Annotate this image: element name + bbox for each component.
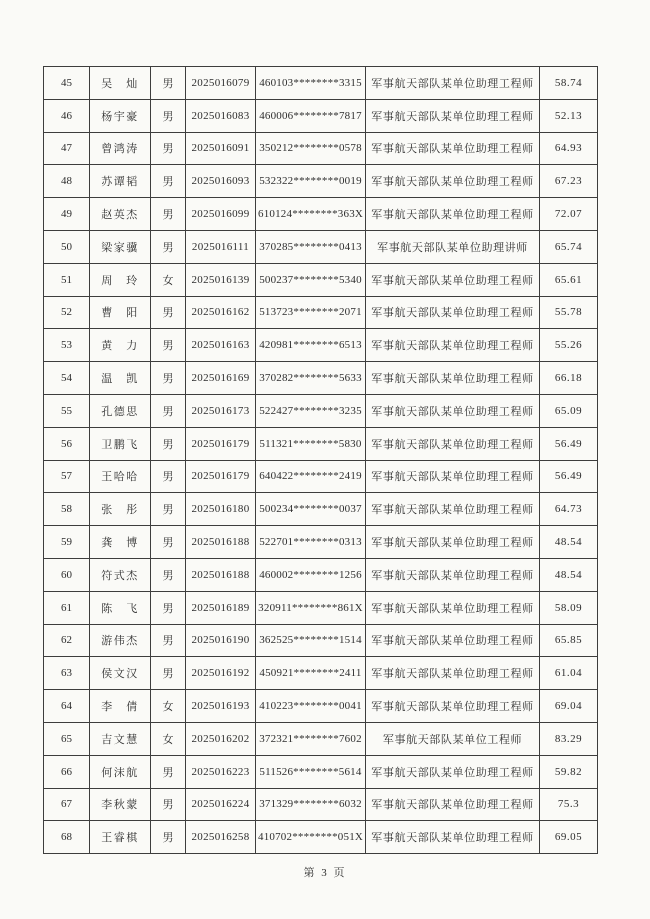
cell-score: 59.82 [540, 755, 598, 788]
cell-exam-number: 2025016111 [186, 230, 256, 263]
cell-exam-number: 2025016179 [186, 427, 256, 460]
cell-position-title: 军事航天部队某单位助理工程师 [366, 296, 540, 329]
candidate-results-table [43, 66, 598, 854]
cell-exam-number: 2025016163 [186, 329, 256, 362]
cell-exam-number: 2025016091 [186, 132, 256, 165]
cell-row-number: 54 [44, 362, 90, 395]
cell-gender: 男 [151, 493, 186, 526]
cell-id-number: 500237********5340 [256, 263, 366, 296]
cell-score: 64.93 [540, 132, 598, 165]
cell-exam-number: 2025016193 [186, 690, 256, 723]
cell-row-number: 49 [44, 198, 90, 231]
table-row [44, 821, 598, 854]
cell-gender: 男 [151, 755, 186, 788]
cell-position-title: 军事航天部队某单位助理讲师 [366, 230, 540, 263]
cell-exam-number: 2025016079 [186, 67, 256, 100]
cell-id-number: 372321********7602 [256, 722, 366, 755]
cell-row-number: 60 [44, 558, 90, 591]
cell-score: 66.18 [540, 362, 598, 395]
cell-gender: 男 [151, 99, 186, 132]
results-table-container [43, 66, 598, 854]
table-row [44, 690, 598, 723]
cell-id-number: 370282********5633 [256, 362, 366, 395]
cell-id-number: 371329********6032 [256, 788, 366, 821]
cell-gender: 女 [151, 722, 186, 755]
cell-name: 赵英杰 [90, 198, 151, 231]
cell-row-number: 53 [44, 329, 90, 362]
cell-row-number: 51 [44, 263, 90, 296]
cell-position-title: 军事航天部队某单位助理工程师 [366, 329, 540, 362]
cell-row-number: 55 [44, 394, 90, 427]
cell-score: 69.04 [540, 690, 598, 723]
cell-name: 曾鸿涛 [90, 132, 151, 165]
cell-row-number: 59 [44, 526, 90, 559]
cell-name: 张 彤 [90, 493, 151, 526]
cell-name: 梁家骥 [90, 230, 151, 263]
cell-exam-number: 2025016224 [186, 788, 256, 821]
cell-score: 56.49 [540, 460, 598, 493]
cell-gender: 男 [151, 788, 186, 821]
cell-id-number: 362525********1514 [256, 624, 366, 657]
cell-position-title: 军事航天部队某单位助理工程师 [366, 558, 540, 591]
cell-id-number: 522701********0313 [256, 526, 366, 559]
cell-exam-number: 2025016202 [186, 722, 256, 755]
cell-gender: 男 [151, 329, 186, 362]
cell-id-number: 610124********363X [256, 198, 366, 231]
cell-row-number: 50 [44, 230, 90, 263]
cell-row-number: 64 [44, 690, 90, 723]
table-row [44, 362, 598, 395]
table-row [44, 165, 598, 198]
cell-gender: 男 [151, 460, 186, 493]
cell-exam-number: 2025016099 [186, 198, 256, 231]
cell-name: 龚 博 [90, 526, 151, 559]
cell-exam-number: 2025016083 [186, 99, 256, 132]
cell-row-number: 46 [44, 99, 90, 132]
cell-row-number: 61 [44, 591, 90, 624]
cell-row-number: 48 [44, 165, 90, 198]
cell-gender: 男 [151, 362, 186, 395]
cell-row-number: 47 [44, 132, 90, 165]
cell-row-number: 65 [44, 722, 90, 755]
cell-id-number: 513723********2071 [256, 296, 366, 329]
cell-row-number: 56 [44, 427, 90, 460]
cell-score: 72.07 [540, 198, 598, 231]
cell-row-number: 45 [44, 67, 90, 100]
cell-id-number: 410223********0041 [256, 690, 366, 723]
table-row [44, 624, 598, 657]
cell-score: 69.05 [540, 821, 598, 854]
cell-id-number: 460103********3315 [256, 67, 366, 100]
cell-gender: 男 [151, 624, 186, 657]
table-row [44, 788, 598, 821]
cell-position-title: 军事航天部队某单位助理工程师 [366, 821, 540, 854]
table-row [44, 263, 598, 296]
cell-row-number: 62 [44, 624, 90, 657]
cell-id-number: 460002********1256 [256, 558, 366, 591]
cell-score: 65.85 [540, 624, 598, 657]
cell-gender: 男 [151, 427, 186, 460]
cell-id-number: 320911********861X [256, 591, 366, 624]
cell-score: 48.54 [540, 526, 598, 559]
cell-gender: 男 [151, 394, 186, 427]
table-row [44, 329, 598, 362]
cell-name: 陈 飞 [90, 591, 151, 624]
cell-position-title: 军事航天部队某单位助理工程师 [366, 198, 540, 231]
cell-row-number: 57 [44, 460, 90, 493]
table-row [44, 427, 598, 460]
cell-id-number: 370285********0413 [256, 230, 366, 263]
cell-gender: 男 [151, 657, 186, 690]
cell-score: 65.74 [540, 230, 598, 263]
cell-row-number: 66 [44, 755, 90, 788]
cell-gender: 男 [151, 821, 186, 854]
cell-position-title: 军事航天部队某单位助理工程师 [366, 165, 540, 198]
cell-score: 48.54 [540, 558, 598, 591]
cell-position-title: 军事航天部队某单位助理工程师 [366, 132, 540, 165]
cell-name: 杨宇豪 [90, 99, 151, 132]
table-row [44, 591, 598, 624]
cell-name: 周 玲 [90, 263, 151, 296]
cell-name: 卫鹏飞 [90, 427, 151, 460]
cell-row-number: 58 [44, 493, 90, 526]
cell-name: 吉文慧 [90, 722, 151, 755]
cell-score: 64.73 [540, 493, 598, 526]
cell-gender: 男 [151, 296, 186, 329]
cell-row-number: 68 [44, 821, 90, 854]
cell-position-title: 军事航天部队某单位助理工程师 [366, 67, 540, 100]
cell-score: 65.61 [540, 263, 598, 296]
cell-position-title: 军事航天部队某单位助理工程师 [366, 263, 540, 296]
cell-exam-number: 2025016139 [186, 263, 256, 296]
cell-exam-number: 2025016190 [186, 624, 256, 657]
cell-exam-number: 2025016192 [186, 657, 256, 690]
cell-name: 游伟杰 [90, 624, 151, 657]
cell-gender: 女 [151, 690, 186, 723]
cell-gender: 男 [151, 526, 186, 559]
table-row [44, 132, 598, 165]
cell-gender: 男 [151, 558, 186, 591]
cell-id-number: 450921********2411 [256, 657, 366, 690]
cell-id-number: 420981********6513 [256, 329, 366, 362]
cell-gender: 男 [151, 230, 186, 263]
table-row [44, 526, 598, 559]
table-row [44, 657, 598, 690]
cell-position-title: 军事航天部队某单位助理工程师 [366, 427, 540, 460]
cell-name: 曹 阳 [90, 296, 151, 329]
cell-exam-number: 2025016258 [186, 821, 256, 854]
cell-row-number: 67 [44, 788, 90, 821]
cell-score: 67.23 [540, 165, 598, 198]
table-row [44, 198, 598, 231]
cell-name: 符式杰 [90, 558, 151, 591]
table-row [44, 460, 598, 493]
cell-position-title: 军事航天部队某单位助理工程师 [366, 394, 540, 427]
cell-row-number: 63 [44, 657, 90, 690]
cell-exam-number: 2025016223 [186, 755, 256, 788]
cell-position-title: 军事航天部队某单位助理工程师 [366, 624, 540, 657]
cell-name: 王哈哈 [90, 460, 151, 493]
cell-id-number: 532322********0019 [256, 165, 366, 198]
cell-id-number: 511526********5614 [256, 755, 366, 788]
cell-position-title: 军事航天部队某单位助理工程师 [366, 460, 540, 493]
cell-position-title: 军事航天部队某单位助理工程师 [366, 493, 540, 526]
table-row [44, 755, 598, 788]
table-row [44, 67, 598, 100]
cell-exam-number: 2025016169 [186, 362, 256, 395]
cell-position-title: 军事航天部队某单位工程师 [366, 722, 540, 755]
table-row [44, 99, 598, 132]
cell-score: 52.13 [540, 99, 598, 132]
cell-gender: 男 [151, 198, 186, 231]
cell-position-title: 军事航天部队某单位助理工程师 [366, 526, 540, 559]
page-number: 第 3 页 [303, 867, 347, 879]
table-row [44, 722, 598, 755]
cell-id-number: 460006********7817 [256, 99, 366, 132]
cell-exam-number: 2025016180 [186, 493, 256, 526]
cell-position-title: 军事航天部队某单位助理工程师 [366, 591, 540, 624]
cell-name: 李 倩 [90, 690, 151, 723]
cell-row-number: 52 [44, 296, 90, 329]
cell-score: 75.3 [540, 788, 598, 821]
cell-exam-number: 2025016189 [186, 591, 256, 624]
cell-score: 58.74 [540, 67, 598, 100]
cell-score: 55.78 [540, 296, 598, 329]
table-row [44, 558, 598, 591]
cell-gender: 男 [151, 591, 186, 624]
cell-score: 55.26 [540, 329, 598, 362]
cell-exam-number: 2025016179 [186, 460, 256, 493]
cell-position-title: 军事航天部队某单位助理工程师 [366, 690, 540, 723]
cell-score: 56.49 [540, 427, 598, 460]
cell-exam-number: 2025016173 [186, 394, 256, 427]
cell-name: 温 凯 [90, 362, 151, 395]
cell-exam-number: 2025016093 [186, 165, 256, 198]
table-row [44, 394, 598, 427]
cell-score: 61.04 [540, 657, 598, 690]
cell-gender: 男 [151, 132, 186, 165]
cell-exam-number: 2025016188 [186, 558, 256, 591]
cell-gender: 女 [151, 263, 186, 296]
cell-exam-number: 2025016162 [186, 296, 256, 329]
cell-name: 李秋蒙 [90, 788, 151, 821]
cell-id-number: 410702********051X [256, 821, 366, 854]
table-row [44, 296, 598, 329]
table-row [44, 230, 598, 263]
cell-score: 83.29 [540, 722, 598, 755]
cell-name: 侯文汉 [90, 657, 151, 690]
cell-id-number: 511321********5830 [256, 427, 366, 460]
cell-score: 65.09 [540, 394, 598, 427]
cell-id-number: 350212********0578 [256, 132, 366, 165]
cell-name: 王睿棋 [90, 821, 151, 854]
cell-position-title: 军事航天部队某单位助理工程师 [366, 99, 540, 132]
cell-id-number: 640422********2419 [256, 460, 366, 493]
cell-exam-number: 2025016188 [186, 526, 256, 559]
cell-name: 吴 灿 [90, 67, 151, 100]
cell-name: 黄 力 [90, 329, 151, 362]
cell-name: 苏谭韬 [90, 165, 151, 198]
cell-position-title: 军事航天部队某单位助理工程师 [366, 788, 540, 821]
cell-score: 58.09 [540, 591, 598, 624]
cell-gender: 男 [151, 165, 186, 198]
cell-id-number: 522427********3235 [256, 394, 366, 427]
cell-name: 何沫航 [90, 755, 151, 788]
cell-position-title: 军事航天部队某单位助理工程师 [366, 362, 540, 395]
cell-position-title: 军事航天部队某单位助理工程师 [366, 755, 540, 788]
table-row [44, 493, 598, 526]
cell-position-title: 军事航天部队某单位助理工程师 [366, 657, 540, 690]
cell-gender: 男 [151, 67, 186, 100]
cell-id-number: 500234********0037 [256, 493, 366, 526]
cell-name: 孔德思 [90, 394, 151, 427]
